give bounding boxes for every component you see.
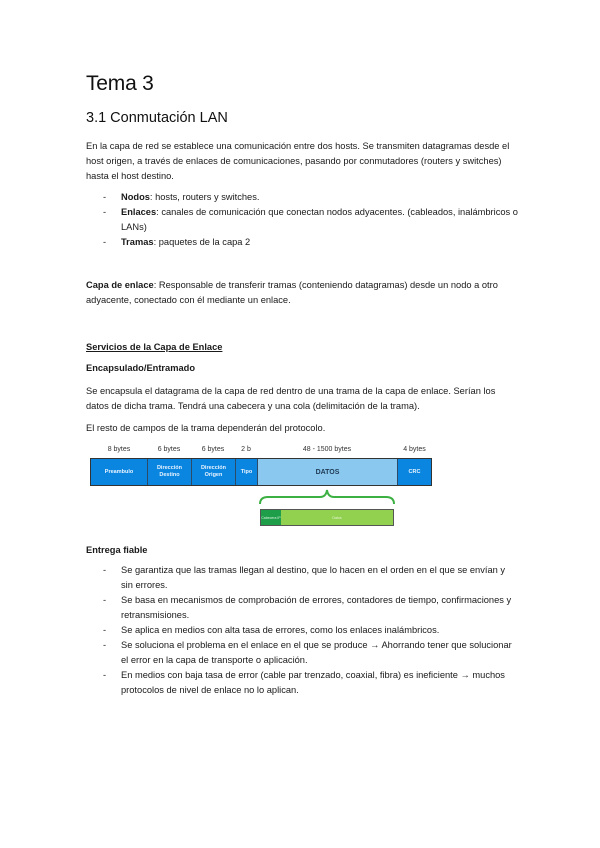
field-preambulo: Preambulo [91, 459, 148, 485]
list-item: - Se basa en mecanismos de comprobación de errores, contadores de tiempo, confirmaciones y retransmisiones. [103, 595, 512, 620]
ip-data-field: Datos [281, 510, 393, 525]
list-item: - En medios con baja tasa de error (cable par trenzado, coaxial, fibra) es ineficiente → muchos protocolos de nivel de enlace no lo aplican. [103, 670, 505, 695]
list-item: - Enlaces: canales de comunicación que conectan nodos adyacentes. (cableados, inalámbricos o LANs) [103, 207, 518, 232]
field-source-address: Dirección Origen [192, 459, 236, 485]
field-crc: CRC [398, 459, 431, 485]
frame-fields-row [90, 458, 432, 486]
field-type: Tipo [236, 459, 258, 485]
section-heading: 3.1 Conmutación LAN [86, 110, 228, 126]
reliable-heading: Entrega fiable [86, 545, 148, 555]
ip-header-field: Cabecera IP [261, 510, 281, 525]
ethernet-frame-diagram [90, 446, 434, 530]
bullet-dash: - [103, 207, 107, 217]
size-label: 6 bytes [157, 446, 181, 453]
encapsulation-heading: Encapsulado/Entramado [86, 363, 196, 373]
protocol-paragraph: El resto de campos de la trama dependerán del protocolo. [86, 423, 326, 433]
ip-datagram [260, 509, 394, 526]
field-dest-address: Dirección Destino [148, 459, 192, 485]
list-item: - Nodos: hosts, routers y switches. [86, 190, 518, 205]
bullet-dash: - [103, 237, 107, 247]
list-item: - Se aplica en medios con alta tasa de errores, como los enlaces inalámbricos. [103, 625, 440, 635]
link-layer-paragraph: Capa de enlace: Responsable de transferir tramas (conteniendo datagramas) desde un nodo a otro adyacente, conectado con él mediante un enlace. [86, 280, 498, 305]
services-heading: Servicios de la Capa de Enlace [86, 342, 223, 352]
encapsulation-paragraph: Se encapsula el datagrama de la capa de red dentro de una trama de la capa de enlace. Serían los datos de dicha trama. Tendrá una cabecera y una cola (delimitación de la trama). [86, 386, 496, 411]
curly-brace-icon [258, 488, 396, 508]
field-datos: DATOS [258, 459, 398, 485]
size-label: 8 bytes [107, 446, 131, 453]
list-item: - Se garantiza que las tramas llegan al destino, que lo hacen en el orden en el que se envían y sin errores. [103, 565, 506, 590]
page-title: Tema 3 [86, 72, 154, 95]
list-item: - Se soluciona el problema en el enlace en el que se produce → Ahorrando tener que solucionar el error en la capa de transporte o aplicación. [103, 640, 512, 665]
size-label: 2 b [241, 446, 251, 453]
list-item: - Tramas: paquetes de la capa 2 [86, 235, 518, 250]
size-label: 6 bytes [201, 446, 225, 453]
intro-paragraph: En la capa de red se establece una comunicación entre dos hosts. Se transmiten datagramas desde el host origen, a través de enlaces de comunicaciones, pasando por conmutadores (routers y switches) hasta el host destino. [86, 141, 510, 181]
definitions-list [86, 190, 518, 250]
size-label: 4 bytes [403, 446, 426, 453]
bullet-dash: - [103, 192, 107, 202]
reliable-list [86, 563, 518, 698]
size-label: 48 - 1500 bytes [302, 446, 352, 453]
